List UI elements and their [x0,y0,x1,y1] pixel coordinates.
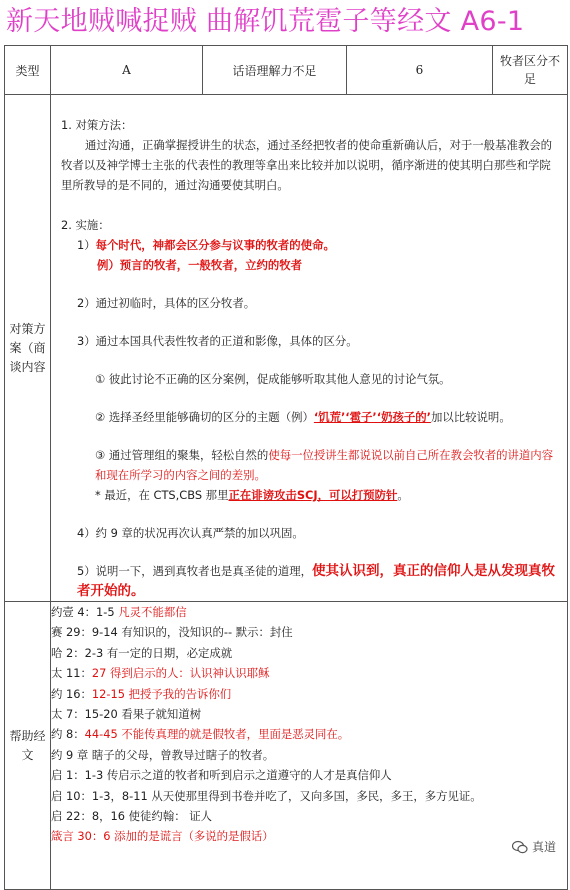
chat-bubble-icon [512,840,528,854]
help-line [51,765,567,785]
strategy-side-label: 对策方案（商谈内容 [5,95,51,602]
help-line [51,745,567,765]
header-row [5,46,568,95]
help-line-red-text: 12-15 把授予我的告诉你们 [91,686,232,701]
note-suffix: 。 [397,488,409,502]
item3: 3）通过本国具代表性牧者的正道和影像，具体的区分。 [77,334,358,348]
help-line-text: 太 11： [51,666,92,681]
category-cell: 话语理解力不足 [203,46,347,95]
help-line-red-text: 凡灵不能都信 [118,605,187,619]
strategy-content [51,95,568,602]
item1-red: 每个时代，神都会区分参与议事的牧者的使命。 [95,238,335,252]
item4: 4）约 9 章的状况再次认真严禁的加以巩固。 [77,526,304,540]
help-line-text: 启 10：1-3，8-11 从天使那里得到书卷并吃了，又向多国，多民，多王，多方见证。 [51,788,482,803]
doctrine-table [4,45,568,890]
item5-prefix: 5）说明一下，遇到真牧者也是真圣徒的道理， [77,564,313,578]
help-line-text: 约 9 章 瞎子的父母，曾教导过瞎子的牧者。 [51,747,275,762]
sub1: ① 彼此讨论不正确的区分案例，促成能够听取其他人意见的讨论气氛。 [95,372,451,386]
item1-prefix: 1） [77,238,96,252]
help-line [51,643,567,663]
help-line-text: 赛 29：9-14 有知识的，没知识的-- 默示：封住 [51,625,293,640]
help-line [51,826,567,846]
help-line-text: 太 7：15-20 看果子就知道树 [51,707,202,722]
help-line [51,786,567,806]
help-line [51,724,567,744]
help-line-text: 约 16： [51,686,92,701]
section2-title: 2. 实施： [61,218,110,232]
section1-title: 1. 对策方法： [61,118,133,132]
help-side-label: 帮助经文 [5,602,51,890]
help-row [5,602,568,890]
item5-red: 使其认识到，真正的信仰人是从发现真牧者开始的。 [77,563,556,599]
sub2-suffix: 加以比较说明。 [430,410,511,424]
help-content [51,602,568,890]
help-line [51,704,567,724]
sub2-prefix: ② 选择圣经里能够确切的区分的主题（例） [95,410,314,424]
help-line [51,806,567,826]
sub2-red: ‘饥荒’‘雹子’‘奶孩子的’ [313,410,431,424]
type-label: 类型 [5,46,51,95]
help-line-text: 启 22：8，16 使徒约翰： 证人 [51,809,213,824]
watermark-text: 真道 [531,840,556,854]
help-line-text: 哈 2：2-3 有一定的日期，必定成就 [51,645,233,660]
note-prefix: * 最近，在 CTS,CBS 那里 [95,488,229,502]
page-title: 新天地贼喊捉贼 曲解饥荒雹子等经文 A6-1 [6,6,525,37]
help-line-red-text: 44-45 不能传真理的就是假牧者，里面是恶灵同在。 [84,727,350,742]
help-line-text: 约壹 4：1-5 [51,605,119,619]
note-cell: 牧者区分不足 [493,46,568,95]
help-line-red-text: 箴言 30：6 添加的是谎言（多说的是假话） [51,829,274,844]
help-line-text: 启 1：1-3 传启示之道的牧者和听到启示之道遵守的人才是真信仰人 [51,768,392,783]
item2: 2）通过初临时，具体的区分牧者。 [77,296,256,310]
watermark [512,838,556,855]
help-line [51,602,567,622]
help-line [51,622,567,642]
sub3-prefix: ③ 通过管理组的聚集，轻松自然的 [95,448,269,462]
item1-example: 例）预言的牧者，一般牧者，立约的牧者 [97,258,303,272]
help-lines [51,602,567,847]
help-line-red-text: 27 得到启示的人：认识神认识耶稣 [91,666,270,681]
number-cell: 6 [347,46,493,95]
strategy-row [5,95,568,602]
help-line-text: 约 8： [51,727,85,742]
section1-text: 通过沟通，正确掌握授讲生的状态，通过圣经把牧者的使命重新确认后，对于一般基准教会的牧者以及神学博士主张的代表性的教理等拿出来比较并加以说明，循序渐进的使其明白那些和学院里所教导的是不同的，通过沟通要使其明白。 [61,138,553,192]
sub3-red: 使每一位授讲生都说说以前自己所在教会牧者的讲道内容和现在所学习的内容之间的差别。 [95,448,554,482]
note-red: 正在诽谤攻击SCJ，可以打预防针 [228,488,398,502]
type-value: A [51,46,203,95]
help-line [51,663,567,683]
help-line [51,684,567,704]
